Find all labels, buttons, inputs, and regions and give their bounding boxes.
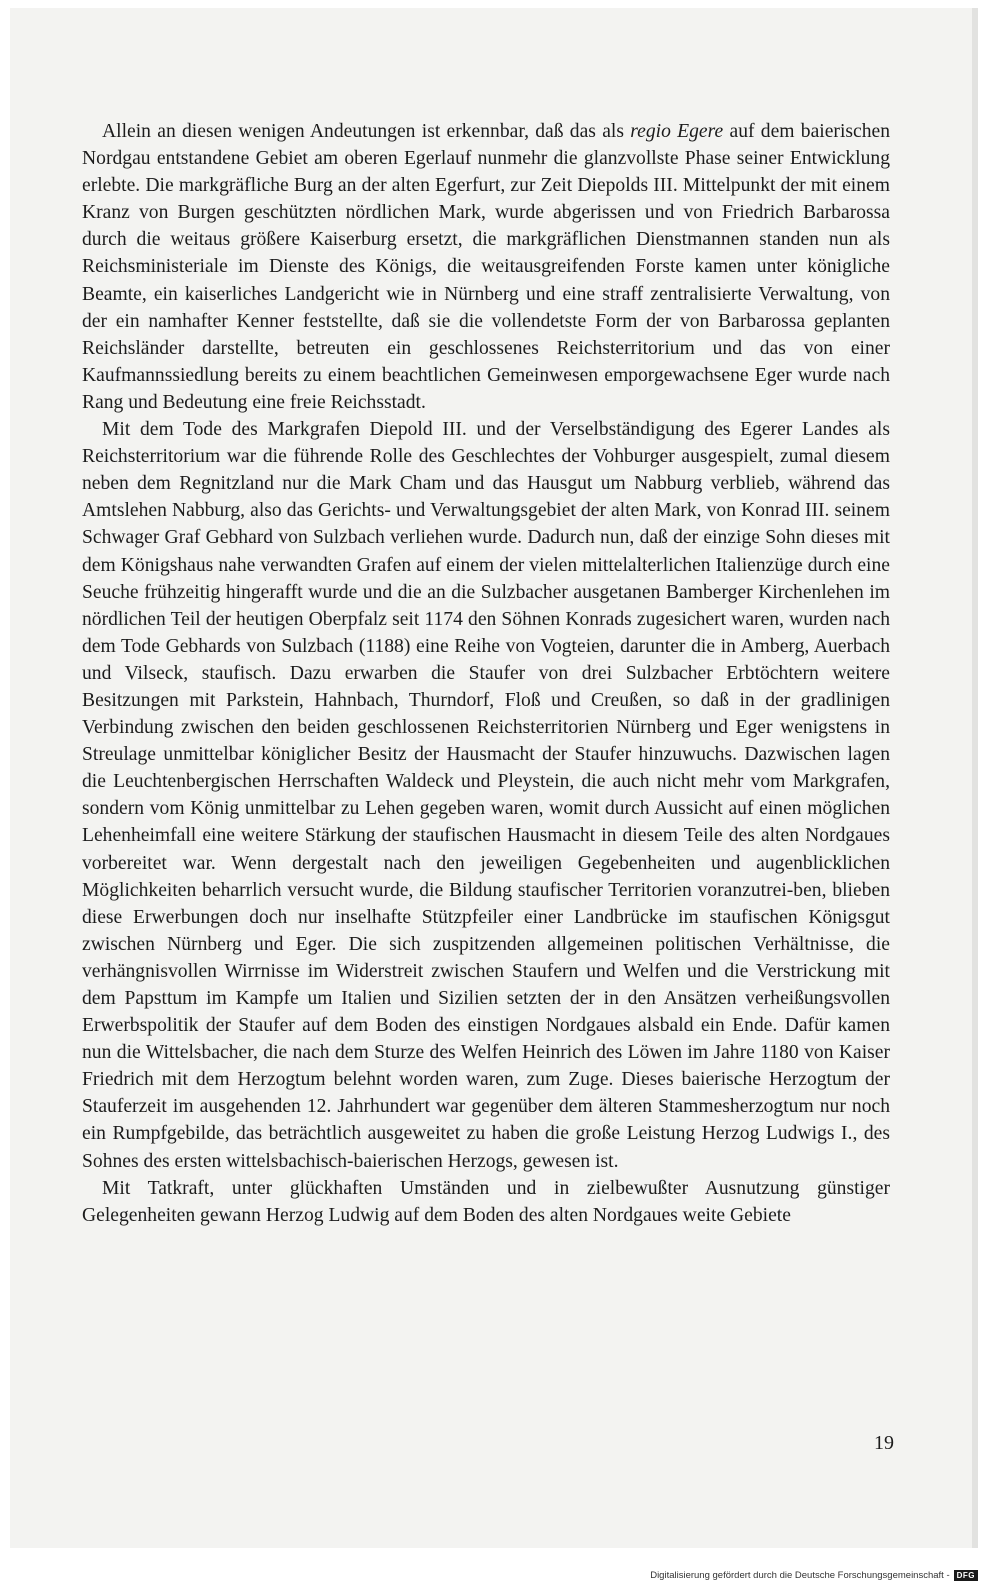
paragraph-1-text-end: auf dem baierischen Nordgau entstandene Gebiet am oberen Egerlauf nunmehr die glanzvollste Phase seiner Entwicklung erlebte. Die markgräfliche Burg an der alten Egerfurt, zur Zeit Diepolds III. Mittelpunkt der mit einem Kranz von Burgen geschützten nördlichen Mark, wurde abgerissen und von Friedrich Barbarossa durch die weitaus größere Kaiserburg ersetzt, die markgräflichen Dienstmannen standen nun als Reichsministeriale im Dienste des Königs, die weitausgreifenden Forste kamen unter königliche Beamte, ein kaiserliches Landgericht wie in Nürnberg und eine straff zentralisierte Verwaltung, von der ein namhafter Kenner feststellte, daß sie die vollendetste Form der von Barbarossa geplanten Reichsländer darstellte, betreuten ein geschlossenes Reichsterritorium und das von einer Kaufmannssiedlung bereits zu einem beachtlichen Gemeinwesen emporgewachsene Eger wurde nach Rang und Bedeutung eine freie Reichsstadt. bbox=[82, 121, 891, 413]
body-text bbox=[82, 118, 890, 1229]
paragraph-3: Mit Tatkraft, unter glückhaften Umständen und in zielbewußter Ausnutzung günstiger Gelegenheiten gewann Herzog Ludwig auf dem Boden des alten Nordgaues weite Gebiete bbox=[82, 1177, 890, 1226]
page-number: 19 bbox=[874, 1432, 894, 1454]
paragraph-1 bbox=[82, 118, 890, 416]
dfg-logo: DFG bbox=[954, 1570, 978, 1581]
emphasis-regio-egere: regio Egere bbox=[630, 121, 724, 142]
footer-text: Digitalisierung gefördert durch die Deutsche Forschungsgemeinschaft - bbox=[650, 1570, 950, 1581]
paragraph-1-text-start: Allein an diesen wenigen Andeutungen ist erkennbar, daß das als bbox=[102, 121, 631, 142]
digitization-footer bbox=[650, 1570, 978, 1581]
paragraph-2: Mit dem Tode des Markgrafen Diepold III. und der Verselbständigung des Egerer Landes als Reichsterritorium war die führende Rolle des Geschlechtes der Vohburger ausgespielt, zumal diesem neben dem Regnitzland nur die Mark Cham und das Hausgut um Nabburg verblieb, während das Amtslehen Nabburg, also das Gerichts- und Verwaltungsgebiet der alten Mark, von Konrad III. seinem Schwager Graf Gebhard von Sulzbach verliehen wurde. Dadurch nun, daß der einzige Sohn dieses mit dem Königshaus nahe verwandten Grafen auf einem der vielen mittelalterlichen Italienzüge durch eine Seuche frühzeitig hingerafft wurde und die an die Sulzbacher ausgetanen Bamberger Kirchenlehen im nördlichen Teil der heutigen Oberpfalz seit 1174 den Söhnen Konrads zugesichert waren, wurden nach dem Tode Gebhards von Sulzbach (1188) eine Reihe von Vogteien, darunter die in Amberg, Auerbach und Vilseck, staufisch. Dazu erwarben die Staufer von drei Sulzbacher Erbtöchtern weitere Besitzungen mit Parkstein, Hahnbach, Thurndorf, Floß und Creußen, so daß in der gradlinigen Verbindung zwischen den beiden geschlossenen Reichsterritorien Nürnberg und Eger wenigstens in Streulage unmittelbar königlicher Besitz der Hausmacht der Staufer hinzuwuchs. Dazwischen lagen die Leuchtenbergischen Herrschaften Waldeck und Pleystein, die auch nicht mehr vom Markgrafen, sondern vom König unmittelbar zu Lehen gegeben waren, womit durch Aussicht auf einen möglichen Lehenheimfall eine weitere Stärkung der staufischen Hausmacht in diesem Teile des alten Nordgaues vorbereitet war. Wenn dergestalt nach den jeweiligen Gegebenheiten und augenblicklichen Möglichkeiten beharrlich versucht wurde, die Bildung staufischer Territorien voranzutrei-ben, blieben diese Erwerbungen doch nur inselhafte Stützpfeiler einer Landbrücke im staufischen Königsgut zwischen Nürnberg und Eger. Die sich zuspitzenden allgemeinen politischen Verhältnisse, die verhängnisvollen Wirrnisse im Widerstreit zwischen Staufern und Welfen und die Verstrickung mit dem Papsttum im Kampfe um Italien und Sizilien setzten der in den Ansätzen verheißungsvollen Erwerbspolitik der Staufer auf dem Boden des einstigen Nordgaues alsbald ein Ende. Dafür kamen nun die Wittelsbacher, die nach dem Sturze des Welfen Heinrich des Löwen im Jahre 1180 von Kaiser Friedrich mit dem Herzogtum belehnt worden waren, zum Zuge. Dieses baierische Herzogtum der Stauferzeit im ausgehenden 12. Jahrhundert war gegenüber dem älteren Stammesherzogtum nur noch ein Rumpfgebilde, das beträchtlich ausgeweitet zu haben die große Leistung Herzog Ludwigs I., des Sohnes des ersten wittelsbachisch-baierischen Herzogs, gewesen ist. bbox=[82, 419, 890, 1172]
